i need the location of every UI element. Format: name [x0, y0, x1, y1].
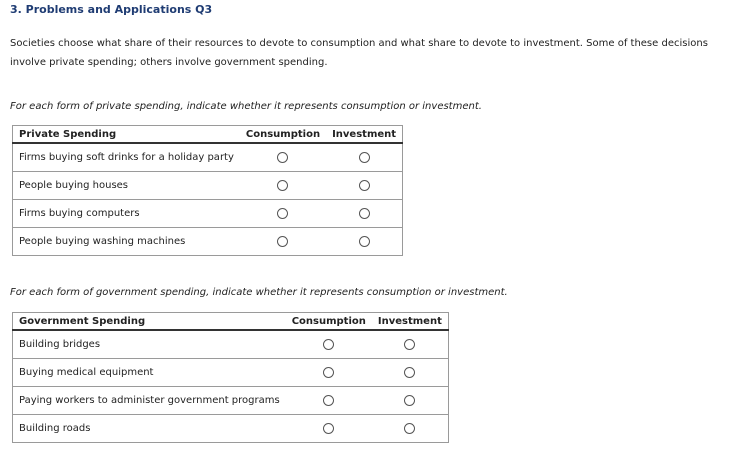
question-title: 3. Problems and Applications Q3: [10, 3, 213, 16]
consumption-radio[interactable]: [323, 367, 334, 378]
private-row: [13, 228, 403, 256]
government-row-label: Building bridges: [13, 330, 286, 359]
government-investment-cell: [372, 359, 448, 387]
private-consumption-cell: [240, 200, 326, 228]
government-consumption-cell: [286, 359, 372, 387]
investment-radio[interactable]: [359, 180, 370, 191]
government-row-label: Paying workers to administer government programs: [13, 387, 286, 415]
government-consumption-cell: [286, 415, 372, 443]
private-header: Private Spending: [13, 126, 240, 144]
consumption-radio[interactable]: [277, 236, 288, 247]
private-investment-header: Investment: [326, 126, 402, 144]
private-row: [13, 172, 403, 200]
government-investment-cell: [372, 330, 448, 359]
government-investment-cell: [372, 387, 448, 415]
private-investment-cell: [326, 228, 402, 256]
consumption-radio[interactable]: [323, 423, 334, 434]
private-investment-cell: [326, 172, 402, 200]
private-instruction: For each form of private spending, indicate whether it represents consumption or investment.: [10, 101, 482, 112]
consumption-radio[interactable]: [323, 339, 334, 350]
private-consumption-cell: [240, 143, 326, 172]
private-row-label: Firms buying soft drinks for a holiday party: [13, 143, 240, 172]
government-investment-cell: [372, 415, 448, 443]
investment-radio[interactable]: [359, 236, 370, 247]
investment-radio[interactable]: [359, 152, 370, 163]
government-consumption-header: Consumption: [286, 313, 372, 331]
private-row: [13, 200, 403, 228]
private-investment-cell: [326, 200, 402, 228]
private-row-label: People buying washing machines: [13, 228, 240, 256]
private-spending-table: [12, 125, 403, 256]
government-spending-table: [12, 312, 449, 443]
government-row: [13, 387, 449, 415]
private-consumption-cell: [240, 228, 326, 256]
private-consumption-cell: [240, 172, 326, 200]
private-investment-cell: [326, 143, 402, 172]
private-row-label: People buying houses: [13, 172, 240, 200]
private-consumption-header: Consumption: [240, 126, 326, 144]
government-instruction: For each form of government spending, indicate whether it represents consumption or investment.: [10, 287, 508, 298]
consumption-radio[interactable]: [323, 395, 334, 406]
investment-radio[interactable]: [404, 339, 415, 350]
investment-radio[interactable]: [359, 208, 370, 219]
investment-radio[interactable]: [404, 423, 415, 434]
government-investment-header: Investment: [372, 313, 448, 331]
consumption-radio[interactable]: [277, 180, 288, 191]
government-row: [13, 359, 449, 387]
private-row-label: Firms buying computers: [13, 200, 240, 228]
private-row: [13, 143, 403, 172]
government-consumption-cell: [286, 387, 372, 415]
investment-radio[interactable]: [404, 367, 415, 378]
consumption-radio[interactable]: [277, 152, 288, 163]
investment-radio[interactable]: [404, 395, 415, 406]
intro-paragraph: Societies choose what share of their resources to devote to consumption and what share to devote to investment. Some of these decisions involve private spending; others involve government spending.: [10, 38, 708, 68]
consumption-radio[interactable]: [277, 208, 288, 219]
government-row-label: Building roads: [13, 415, 286, 443]
government-row: [13, 330, 449, 359]
government-header: Government Spending: [13, 313, 286, 331]
government-row-label: Buying medical equipment: [13, 359, 286, 387]
government-consumption-cell: [286, 330, 372, 359]
government-row: [13, 415, 449, 443]
